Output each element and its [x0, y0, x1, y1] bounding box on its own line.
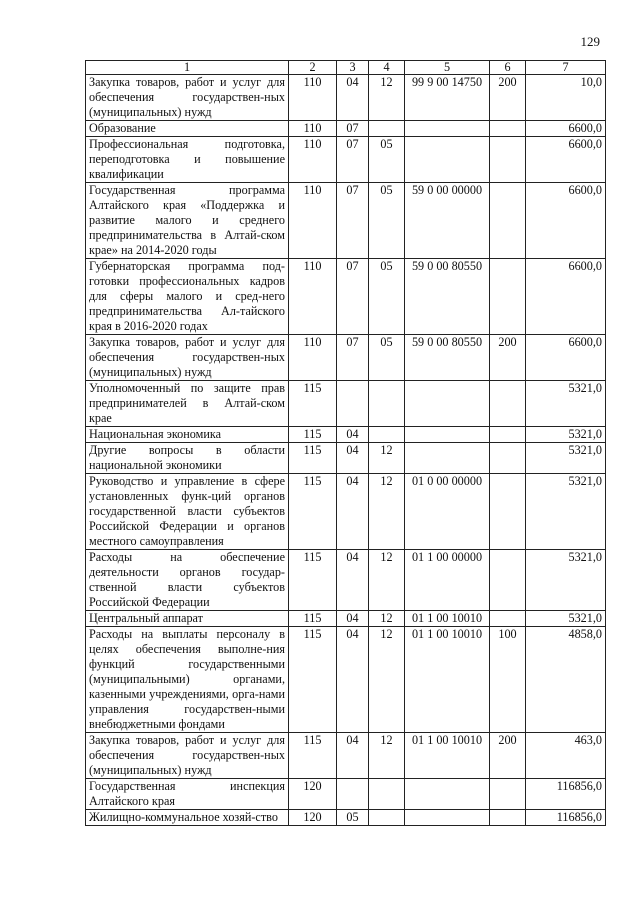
- section-cell: 04: [337, 443, 369, 474]
- table-row: [86, 779, 606, 810]
- amount-cell: 5321,0: [526, 443, 606, 474]
- target-article-cell: [405, 810, 490, 826]
- target-article-cell: 01 1 00 10010: [405, 611, 490, 627]
- expense-type-cell: [490, 779, 526, 810]
- admin-code-cell: 110: [289, 75, 337, 121]
- column-header: 7: [526, 61, 606, 75]
- amount-cell: 5321,0: [526, 474, 606, 550]
- target-article-cell: 99 9 00 14750: [405, 75, 490, 121]
- subsection-cell: 05: [369, 335, 405, 381]
- admin-code-cell: 120: [289, 810, 337, 826]
- section-cell: 07: [337, 259, 369, 335]
- target-article-cell: 01 1 00 00000: [405, 550, 490, 611]
- table-row: [86, 627, 606, 733]
- amount-cell: 6600,0: [526, 121, 606, 137]
- table-row: [86, 474, 606, 550]
- section-cell: [337, 381, 369, 427]
- section-cell: 04: [337, 75, 369, 121]
- amount-cell: 4858,0: [526, 627, 606, 733]
- subsection-cell: 05: [369, 183, 405, 259]
- row-name-cell: Закупка товаров, работ и услуг для обеспечения государствен-ных (муниципальных) нужд: [86, 335, 289, 381]
- subsection-cell: 12: [369, 443, 405, 474]
- table-row: [86, 427, 606, 443]
- admin-code-cell: 115: [289, 443, 337, 474]
- target-article-cell: [405, 443, 490, 474]
- amount-cell: 116856,0: [526, 779, 606, 810]
- target-article-cell: [405, 121, 490, 137]
- row-name-cell: Государственная программа Алтайского края «Поддержка и развитие малого и среднего предпринимательства в Алтай-ском крае» на 2014-2020 годы: [86, 183, 289, 259]
- row-name-cell: Руководство и управление в сфере установленных функ-ций органов государственной власти субъектов Российской Федерации и органов местного самоуправления: [86, 474, 289, 550]
- expense-type-cell: 200: [490, 733, 526, 779]
- expense-type-cell: [490, 443, 526, 474]
- expense-type-cell: [490, 137, 526, 183]
- target-article-cell: 59 0 00 80550: [405, 335, 490, 381]
- amount-cell: 6600,0: [526, 183, 606, 259]
- row-name-cell: Государственная инспекция Алтайского края: [86, 779, 289, 810]
- expense-type-cell: 200: [490, 75, 526, 121]
- section-cell: 07: [337, 137, 369, 183]
- admin-code-cell: 110: [289, 259, 337, 335]
- row-name-cell: Уполномоченный по защите прав предпринимателей в Алтай-ском крае: [86, 381, 289, 427]
- table-row: [86, 381, 606, 427]
- section-cell: 04: [337, 427, 369, 443]
- column-header: 5: [405, 61, 490, 75]
- section-cell: 05: [337, 810, 369, 826]
- amount-cell: 5321,0: [526, 427, 606, 443]
- admin-code-cell: 115: [289, 474, 337, 550]
- table-row: [86, 183, 606, 259]
- column-header: 4: [369, 61, 405, 75]
- row-name-cell: Расходы на выплаты персоналу в целях обеспечения выполне-ния функций государственными (муниципальными) органами, казенными учреждениями, орга-нами управления государствен-ными внебюджетными фондами: [86, 627, 289, 733]
- row-name-cell: Национальная экономика: [86, 427, 289, 443]
- expense-type-cell: [490, 550, 526, 611]
- expense-type-cell: [490, 474, 526, 550]
- admin-code-cell: 115: [289, 550, 337, 611]
- table-row: [86, 550, 606, 611]
- subsection-cell: [369, 381, 405, 427]
- target-article-cell: 59 0 00 00000: [405, 183, 490, 259]
- expense-type-cell: [490, 427, 526, 443]
- expense-type-cell: [490, 810, 526, 826]
- amount-cell: 10,0: [526, 75, 606, 121]
- target-article-cell: 01 1 00 10010: [405, 627, 490, 733]
- amount-cell: 6600,0: [526, 137, 606, 183]
- section-cell: 07: [337, 121, 369, 137]
- amount-cell: 6600,0: [526, 335, 606, 381]
- target-article-cell: [405, 779, 490, 810]
- amount-cell: 5321,0: [526, 381, 606, 427]
- subsection-cell: [369, 427, 405, 443]
- table-row: [86, 733, 606, 779]
- admin-code-cell: 110: [289, 183, 337, 259]
- section-cell: [337, 779, 369, 810]
- expense-type-cell: [490, 259, 526, 335]
- amount-cell: 116856,0: [526, 810, 606, 826]
- section-cell: 04: [337, 550, 369, 611]
- target-article-cell: [405, 137, 490, 183]
- expense-type-cell: 200: [490, 335, 526, 381]
- expense-type-cell: [490, 121, 526, 137]
- admin-code-cell: 115: [289, 381, 337, 427]
- amount-cell: 5321,0: [526, 550, 606, 611]
- subsection-cell: 12: [369, 733, 405, 779]
- page-number: 129: [580, 34, 600, 49]
- admin-code-cell: 110: [289, 121, 337, 137]
- table-row: [86, 121, 606, 137]
- row-name-cell: Закупка товаров, работ и услуг для обеспечения государствен-ных (муниципальных) нужд: [86, 733, 289, 779]
- subsection-cell: 05: [369, 137, 405, 183]
- subsection-cell: [369, 779, 405, 810]
- expense-type-cell: [490, 183, 526, 259]
- column-header: 3: [337, 61, 369, 75]
- subsection-cell: 12: [369, 550, 405, 611]
- row-name-cell: Расходы на обеспечение деятельности органов государ-ственной власти субъектов Российской Федерации: [86, 550, 289, 611]
- admin-code-cell: 115: [289, 627, 337, 733]
- row-name-cell: Губернаторская программа под-готовки профессиональных кадров для сферы малого и сред-него предпринимательства Ал-тайского края в 2016-2020 годах: [86, 259, 289, 335]
- row-name-cell: Профессиональная подготовка, переподготовка и повышение квалификации: [86, 137, 289, 183]
- column-header: 1: [86, 61, 289, 75]
- section-cell: 07: [337, 183, 369, 259]
- amount-cell: 5321,0: [526, 611, 606, 627]
- subsection-cell: 12: [369, 611, 405, 627]
- row-name-cell: Центральный аппарат: [86, 611, 289, 627]
- expense-type-cell: [490, 611, 526, 627]
- row-name-cell: Закупка товаров, работ и услуг для обеспечения государствен-ных (муниципальных) нужд: [86, 75, 289, 121]
- table-row: [86, 75, 606, 121]
- target-article-cell: [405, 381, 490, 427]
- budget-table: [85, 60, 606, 826]
- section-cell: 04: [337, 627, 369, 733]
- target-article-cell: 01 0 00 00000: [405, 474, 490, 550]
- table-row: [86, 335, 606, 381]
- admin-code-cell: 120: [289, 779, 337, 810]
- target-article-cell: 01 1 00 10010: [405, 733, 490, 779]
- subsection-cell: 12: [369, 75, 405, 121]
- admin-code-cell: 115: [289, 427, 337, 443]
- table-row: [86, 810, 606, 826]
- table-header-row: [86, 61, 606, 75]
- table-body: [86, 75, 606, 826]
- table-row: [86, 137, 606, 183]
- row-name-cell: Образование: [86, 121, 289, 137]
- admin-code-cell: 110: [289, 137, 337, 183]
- admin-code-cell: 115: [289, 611, 337, 627]
- subsection-cell: 12: [369, 474, 405, 550]
- table-row: [86, 259, 606, 335]
- target-article-cell: [405, 427, 490, 443]
- row-name-cell: Жилищно-коммунальное хозяй-ство: [86, 810, 289, 826]
- expense-type-cell: 100: [490, 627, 526, 733]
- subsection-cell: 05: [369, 259, 405, 335]
- subsection-cell: 12: [369, 627, 405, 733]
- section-cell: 04: [337, 733, 369, 779]
- target-article-cell: 59 0 00 80550: [405, 259, 490, 335]
- section-cell: 07: [337, 335, 369, 381]
- column-header: 6: [490, 61, 526, 75]
- subsection-cell: [369, 121, 405, 137]
- subsection-cell: [369, 810, 405, 826]
- column-header: 2: [289, 61, 337, 75]
- row-name-cell: Другие вопросы в области национальной экономики: [86, 443, 289, 474]
- admin-code-cell: 115: [289, 733, 337, 779]
- amount-cell: 463,0: [526, 733, 606, 779]
- table-row: [86, 443, 606, 474]
- amount-cell: 6600,0: [526, 259, 606, 335]
- expense-type-cell: [490, 381, 526, 427]
- admin-code-cell: 110: [289, 335, 337, 381]
- section-cell: 04: [337, 474, 369, 550]
- section-cell: 04: [337, 611, 369, 627]
- table-row: [86, 611, 606, 627]
